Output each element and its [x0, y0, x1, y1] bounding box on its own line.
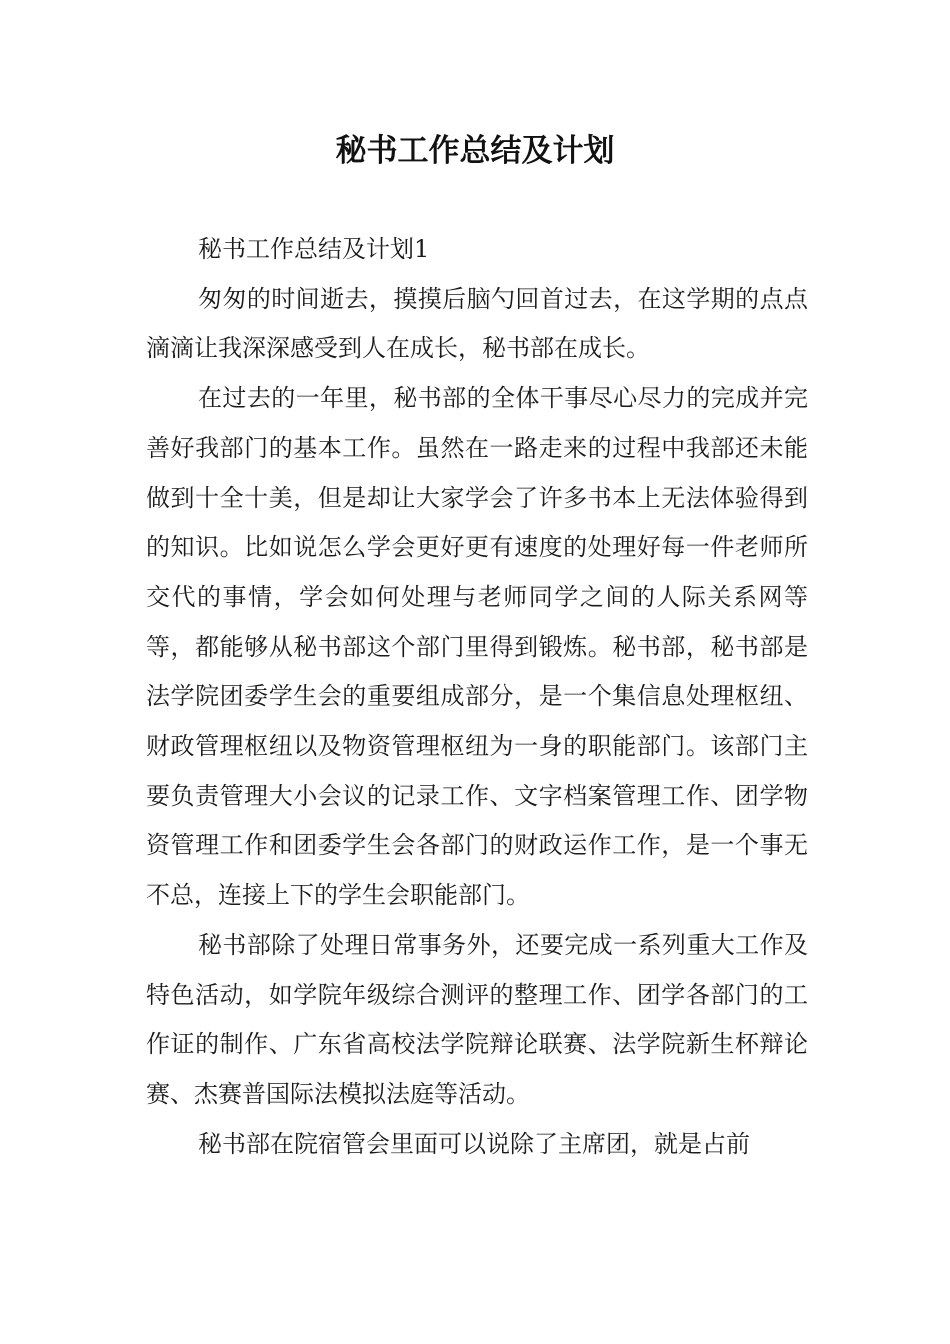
paragraph-4: 秘书部在院宿管会里面可以说除了主席团，就是占前	[198, 1129, 750, 1158]
document-title: 秘书工作总结及计划	[335, 133, 615, 169]
paragraph-3: 秘书部除了处理日常事务外，还要完成一系列重大工作及特色活动，如学院年级综合测评的整理工作、团学各部门的工作证的制作、广东省高校法学院辩论联赛、法学院新生杯辩论赛、杰赛普国际法模拟法庭等活动。	[146, 930, 808, 1108]
document-body	[146, 225, 808, 1169]
paragraph-2: 在过去的一年里，秘书部的全体干事尽心尽力的完成并完善好我部门的基本工作。虽然在一路走来的过程中我部还未能做到十全十美，但是却让大家学会了许多书本上无法体验得到的知识。比如说怎么学会更好更有速度的处理好每一件老师所交代的事情，学会如何处理与老师同学之间的人际关系网等等，都能够从秘书部这个部门里得到锻炼。秘书部，秘书部是法学院团委学生会的重要组成部分，是一个集信息处理枢纽、财政管理枢纽以及物资管理枢纽为一身的职能部门。该部门主要负责管理大小会议的记录工作、文字档案管理工作、团学物资管理工作和团委学生会各部门的财政运作工作，是一个事无不总，连接上下的学生会职能部门。	[146, 384, 808, 910]
section-subheading: 秘书工作总结及计划1	[198, 235, 430, 263]
paragraph-1: 匆匆的时间逝去，摸摸后脑勺回首过去，在这学期的点点滴滴让我深深感受到人在成长，秘书部在成长。	[146, 284, 808, 363]
